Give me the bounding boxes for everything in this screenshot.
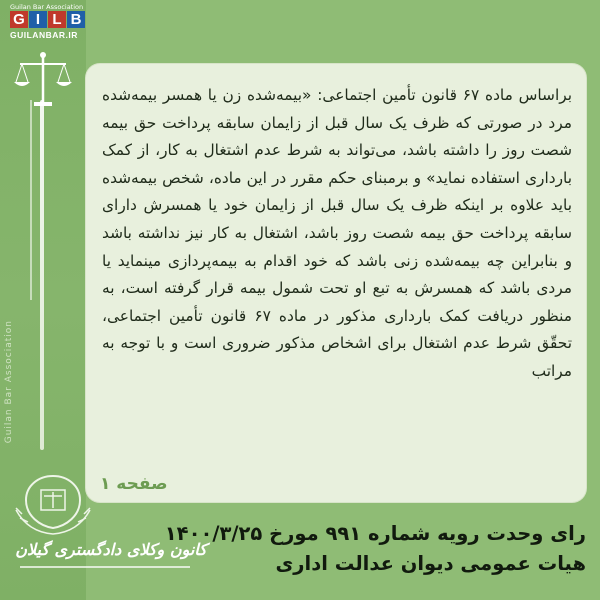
ruling-title: رای وحدت رویه شماره ۹۹۱ مورخ ۱۴۰۰/۳/۲۵ — [164, 522, 586, 545]
bar-association-seal-icon — [8, 470, 98, 540]
logo-letter-l: L — [48, 11, 66, 28]
logo-association-text: Guilan Bar Association — [10, 3, 84, 11]
sword-decoration — [40, 100, 44, 450]
logo-letter-g: G — [10, 11, 28, 28]
bar-association-logo — [4, 2, 88, 46]
sword-highlight — [30, 100, 32, 300]
organization-name-calligraphy: کانون وکلای دادگستری گیلان — [15, 540, 207, 559]
logo-letters — [10, 11, 85, 28]
logo-letter-i: I — [29, 11, 47, 28]
logo-letter-b: B — [67, 11, 85, 28]
text-panel — [86, 64, 586, 502]
vertical-watermark: Guilan Bar Association — [4, 320, 14, 444]
logo-url: GUILANBAR.IR — [10, 30, 78, 40]
issuing-body-title: هیات عمومی دیوان عدالت اداری — [275, 552, 586, 575]
scales-of-justice-icon — [12, 50, 74, 110]
org-name-underline — [20, 566, 190, 568]
ruling-body-text: براساس ماده ۶۷ قانون تأمین اجتماعی: «بیمه‌شده زن یا همسر بیمه‌شده مرد در صورتی که ظرف یک سال قبل از زایمان سابقه پرداخت حق بیمه شصت روز را داشته باشد، می‌تواند به شرط عدم اشتغال به کار، از کمک بارداری استفاده نماید» و برمبنای حکم مقرر در این ماده، شخص بیمه‌شده باید علاوه بر اینکه ظرف یک سال قبل از زایمان خود یا همسرش دارای سابقه پرداخت حق بیمه شصت روز باشد، اشتغال به کار نیز نداشته باشد و بنابراین چه بیمه‌شده زنی باشد که خود اقدام به بیمه‌پردازی مینماید یا مردی باشد که همسرش به تبع او تحت شمول بیمه قرار گرفته است، به منظور دریافت کمک بارداری مذکور در ماده ۶۷ قانون تأمین اجتماعی، تحقّق شرط عدم اشتغال برای اشخاص مذکور ضروری است و با توجه به مراتب — [102, 86, 572, 380]
page-label: صفحه ۱ — [100, 474, 168, 494]
